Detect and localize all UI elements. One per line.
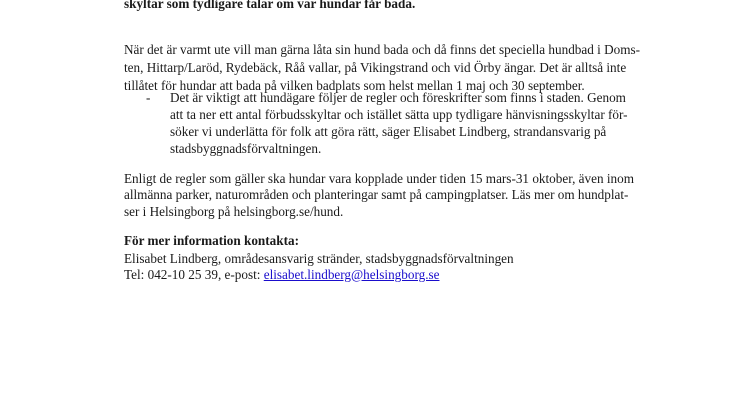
contact-tel-line bbox=[124, 266, 439, 283]
bullet-line-3: söker vi underlätta för folk att göra rätt, säger Elisabet Lindberg, strandansvarig på bbox=[170, 124, 607, 139]
contact-name: Elisabet Lindberg, områdesansvarig stränder, stadsbyggnadsförvaltningen bbox=[124, 251, 514, 266]
bullet-line-4: stadsbyggnadsförvaltningen. bbox=[170, 141, 322, 156]
para1-line-3: tillåtet för hundar att bada på vilken badplats som helst mellan 1 maj och 30 september. bbox=[124, 78, 585, 93]
para2-line-1: Enligt de regler som gäller ska hundar vara kopplade under tiden 15 mars-31 oktober, även inom bbox=[124, 171, 634, 186]
contact-tel: Tel: 042-10 25 39, e-post: bbox=[124, 267, 264, 282]
bullet-line-1: Det är viktigt att hundägare följer de regler och föreskrifter som finns i staden. Genom bbox=[170, 90, 626, 105]
bullet-marker: - bbox=[146, 90, 151, 105]
heading-cut: skyltar som tydligare talar om var hundar får bada. bbox=[124, 0, 416, 11]
para1-line-1: När det är varmt ute vill man gärna låta sin hund bada och då finns det speciella hundbad i Doms- bbox=[124, 42, 640, 57]
para1-line-2: ten, Hittarp/Laröd, Rydebäck, Råå vallar, på Vikingstrand och vid Örby ängar. Det är alltså inte bbox=[124, 60, 627, 75]
bullet-line-2: att ta ner ett antal förbudsskyltar och istället sätta upp tydligare hänvisningsskyltar för- bbox=[170, 107, 628, 122]
email-link[interactable]: elisabet.lindberg@helsingborg.se bbox=[263, 267, 440, 282]
contact-heading: För mer information kontakta: bbox=[124, 233, 299, 248]
para2-line-3: ser i Helsingborg på helsingborg.se/hund. bbox=[124, 204, 344, 219]
para2-line-2: allmänna parker, naturområden och planteringar samt på campingplatser. Läs mer om hundplat- bbox=[124, 187, 629, 202]
